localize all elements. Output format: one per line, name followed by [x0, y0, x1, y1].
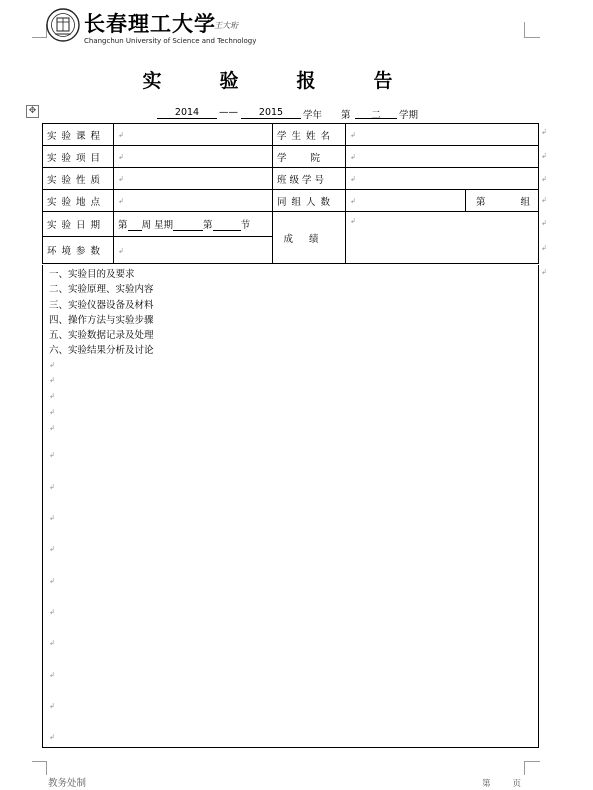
paragraph-mark-icon: ↲ — [49, 408, 55, 416]
paragraph-mark-icon: ↲ — [49, 545, 55, 553]
paragraph-mark-icon: ↲ — [49, 451, 55, 459]
group-number-field[interactable] — [466, 190, 539, 212]
group-zu-label: 组 — [520, 196, 530, 208]
score-label: 成绩 — [273, 212, 346, 264]
paragraph-mark-icon: ↲ — [49, 733, 55, 741]
year-start-field[interactable]: 2014 — [157, 107, 217, 119]
table-move-handle-icon[interactable]: ✥ — [26, 105, 39, 118]
student-name-field[interactable]: ↲ — [346, 124, 539, 146]
paragraph-mark-icon: ↲ — [49, 577, 55, 585]
calligraphy-signature: 王大珩 — [214, 21, 238, 30]
crop-mark — [32, 37, 46, 38]
crop-mark — [524, 761, 525, 775]
env-params-field[interactable]: ↲ — [114, 237, 273, 264]
paragraph-mark-icon: ↲ — [49, 376, 55, 384]
list-item: 五、实验数据记录及处理 — [49, 330, 154, 342]
university-name-cn: 长春理工大学 — [84, 11, 216, 36]
table-row — [43, 146, 539, 168]
page-number: 第 页 — [482, 779, 522, 789]
class-id-label: 班级学号 — [273, 168, 346, 190]
nature-field[interactable]: ↲ — [114, 168, 273, 190]
paragraph-mark-icon: ↲ — [49, 424, 55, 432]
footer-issuer: 教务处制 — [48, 778, 87, 789]
course-label: 实验课程 — [43, 124, 114, 146]
year-label: 学年 — [303, 110, 323, 121]
university-name-en: Changchun University of Science and Technology — [84, 37, 257, 45]
term-number-field[interactable]: 二 — [355, 107, 397, 119]
paragraph-mark-icon: ↲ — [49, 671, 55, 679]
paragraph-mark-icon: ↲ — [49, 361, 55, 369]
report-info-table — [42, 123, 539, 264]
course-field[interactable]: ↲ — [114, 124, 273, 146]
project-field[interactable]: ↲ — [114, 146, 273, 168]
row-end-mark-icon: ↲ — [541, 175, 547, 183]
college-field[interactable]: ↲ — [346, 146, 539, 168]
class-id-field[interactable]: ↲ — [346, 168, 539, 190]
row-end-mark-icon: ↲ — [541, 196, 547, 204]
project-label: 实验项目 — [43, 146, 114, 168]
paragraph-mark-icon: ↲ — [49, 639, 55, 647]
student-name-label: 学生姓名 — [273, 124, 346, 146]
row-end-mark-icon: ↲ — [541, 268, 547, 276]
year-end-field[interactable]: 2015 — [241, 107, 301, 119]
crop-mark — [46, 761, 47, 775]
paragraph-mark-icon: ↲ — [49, 608, 55, 616]
group-size-label: 同组人数 — [273, 190, 346, 212]
year-dash: —— — [219, 107, 238, 118]
report-title: 实验报告 — [142, 70, 451, 92]
paragraph-mark-icon: ↲ — [49, 392, 55, 400]
location-field[interactable]: ↲ — [114, 190, 273, 212]
score-field[interactable]: ↲ — [346, 212, 539, 264]
crop-mark — [524, 37, 540, 38]
crop-mark — [524, 761, 540, 762]
list-item: 四、操作方法与实验步骤 — [49, 314, 154, 326]
crop-mark — [32, 761, 46, 762]
report-content-area[interactable] — [42, 265, 539, 748]
list-item: 二、实验原理、实验内容 — [49, 284, 154, 296]
nature-label: 实验性质 — [43, 168, 114, 190]
paragraph-mark-icon: ↲ — [49, 702, 55, 710]
row-end-mark-icon: ↲ — [541, 244, 547, 252]
table-row — [43, 124, 539, 146]
term-label: 学期 — [399, 110, 419, 121]
table-row — [43, 190, 539, 212]
group-di-label: 第 — [476, 196, 486, 208]
college-label: 学院 — [273, 146, 346, 168]
date-field[interactable]: 第 周 星期 第 节 — [114, 212, 273, 237]
crop-mark — [524, 22, 525, 38]
section-list — [49, 267, 154, 359]
paragraph-mark-icon: ↲ — [49, 514, 55, 522]
env-params-label: 环境参数 — [43, 237, 114, 264]
location-label: 实验地点 — [43, 190, 114, 212]
row-end-mark-icon: ↲ — [541, 152, 547, 160]
table-row — [43, 168, 539, 190]
row-end-mark-icon: ↲ — [541, 219, 547, 227]
list-item: 一、实验目的及要求 — [49, 269, 135, 280]
row-end-mark-icon: ↲ — [541, 128, 547, 136]
date-label: 实验日期 — [43, 212, 114, 237]
group-size-field[interactable]: ↲ — [346, 190, 466, 212]
term-di-label: 第 — [341, 110, 351, 121]
list-item: 三、实验仪器设备及材料 — [49, 299, 154, 311]
list-item: 六、实验结果分析及讨论 — [49, 345, 154, 357]
paragraph-mark-icon: ↲ — [49, 483, 55, 491]
university-emblem-icon — [46, 8, 80, 42]
table-row — [43, 212, 539, 237]
